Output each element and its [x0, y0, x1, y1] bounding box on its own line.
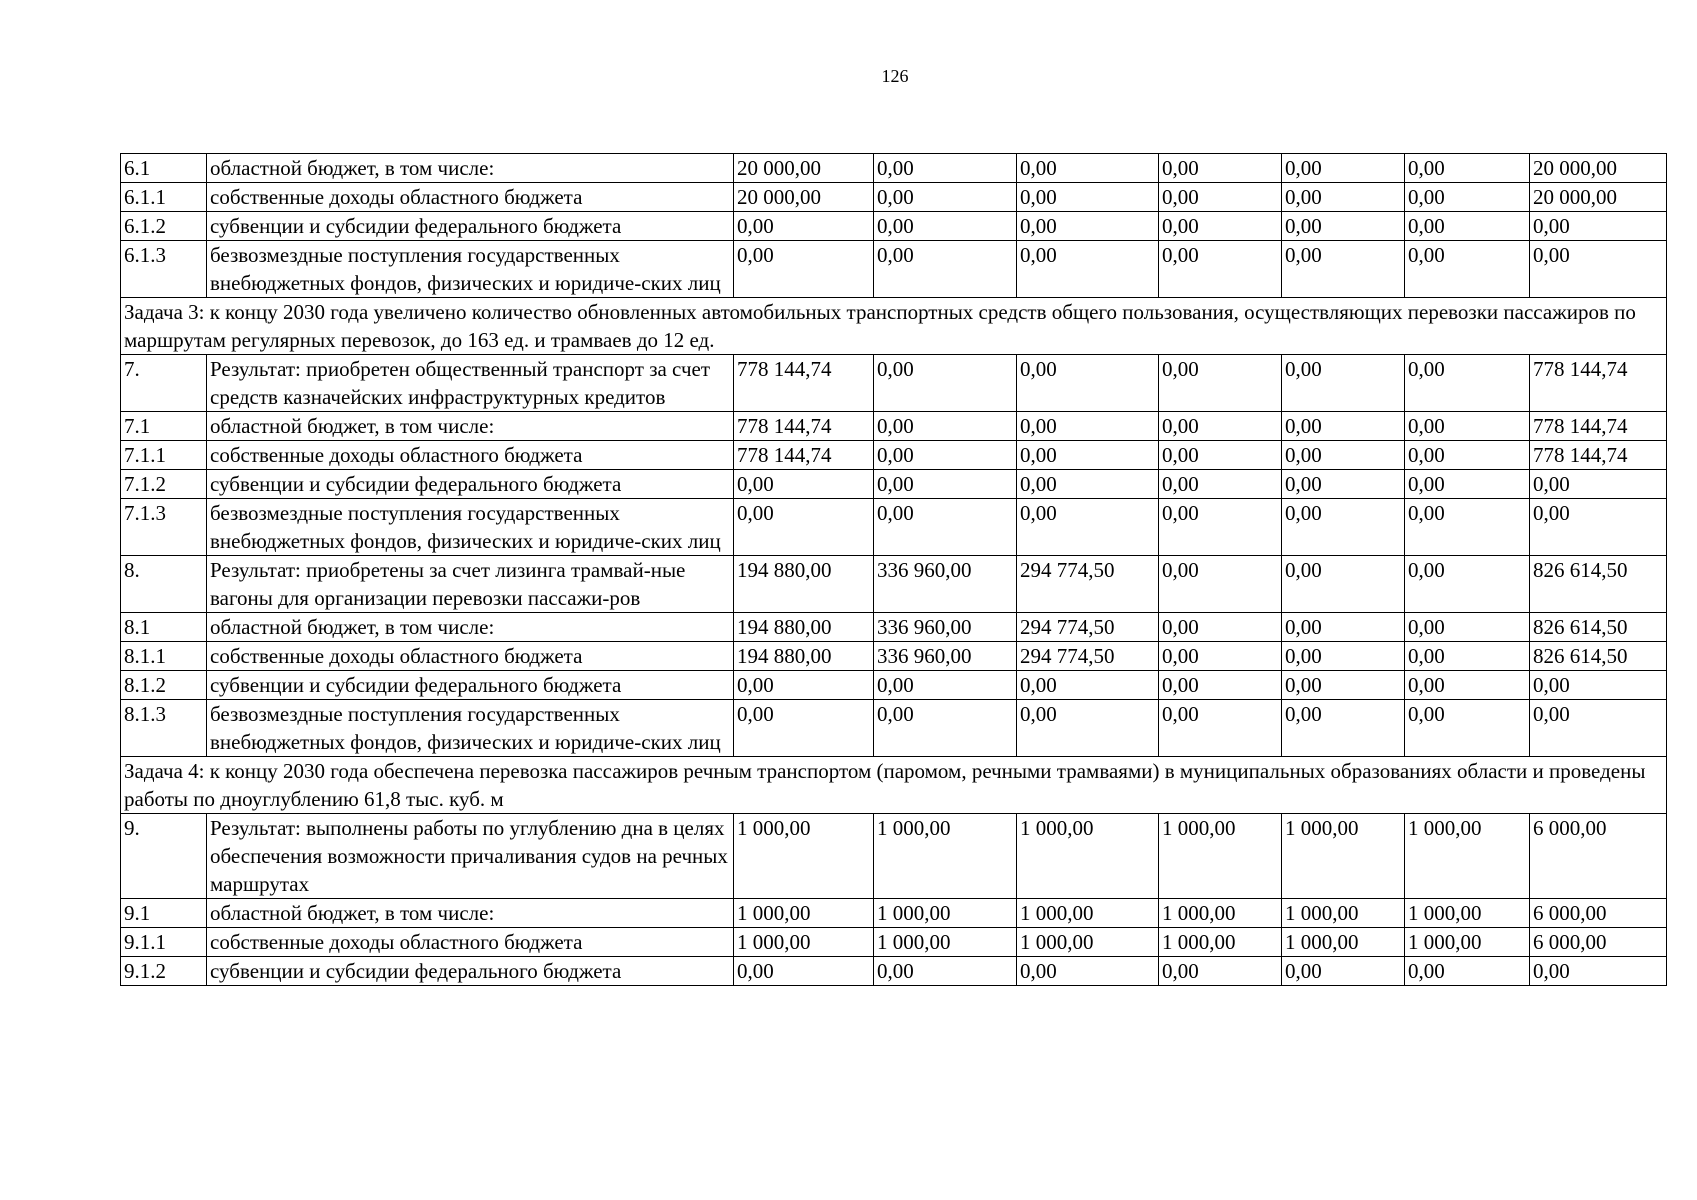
row-description: субвенции и субсидии федерального бюджета: [207, 212, 734, 241]
row-year-value: 0,00: [1405, 957, 1530, 986]
row-year-value: 0,00: [1405, 470, 1530, 499]
row-total-value: 0,00: [1530, 957, 1667, 986]
row-year-value: 0,00: [1159, 212, 1282, 241]
row-year-value: 1 000,00: [874, 899, 1017, 928]
table-row: [121, 499, 1667, 556]
row-description: собственные доходы областного бюджета: [207, 642, 734, 671]
row-number: 8.1: [121, 613, 207, 642]
row-year-value: 0,00: [1159, 642, 1282, 671]
task-text: Задача 3: к концу 2030 года увеличено количество обновленных автомобильных транспортных средств общего пользования, осуществляющих перевозки пассажиров по маршрутам регулярных перевозок, до 163 ед. и трамваев до 12 ед.: [121, 298, 1667, 355]
row-number: 9.: [121, 814, 207, 899]
row-year-value: 1 000,00: [1017, 928, 1159, 957]
row-year-value: 0,00: [1017, 957, 1159, 986]
row-year-value: 0,00: [874, 412, 1017, 441]
row-year-value: 0,00: [734, 700, 874, 757]
row-number: 7.1.1: [121, 441, 207, 470]
row-year-value: 0,00: [1405, 154, 1530, 183]
table-body: [121, 154, 1667, 986]
row-year-value: 0,00: [1159, 154, 1282, 183]
row-year-value: 336 960,00: [874, 642, 1017, 671]
row-total-value: 6 000,00: [1530, 814, 1667, 899]
row-year-value: 0,00: [1282, 212, 1405, 241]
row-year-value: 0,00: [1405, 355, 1530, 412]
row-year-value: 0,00: [874, 957, 1017, 986]
row-number: 8.1.2: [121, 671, 207, 700]
row-year-value: 0,00: [1017, 470, 1159, 499]
row-year-value: 1 000,00: [734, 814, 874, 899]
table-row: [121, 241, 1667, 298]
row-total-value: 20 000,00: [1530, 154, 1667, 183]
row-number: 6.1.2: [121, 212, 207, 241]
row-year-value: 0,00: [1159, 957, 1282, 986]
row-description: областной бюджет, в том числе:: [207, 613, 734, 642]
row-year-value: 20 000,00: [734, 154, 874, 183]
row-year-value: 0,00: [734, 470, 874, 499]
row-year-value: 0,00: [1405, 642, 1530, 671]
row-year-value: 0,00: [874, 212, 1017, 241]
row-description: областной бюджет, в том числе:: [207, 412, 734, 441]
row-year-value: 778 144,74: [734, 412, 874, 441]
row-year-value: 0,00: [1282, 671, 1405, 700]
row-year-value: 0,00: [1159, 355, 1282, 412]
row-year-value: 0,00: [1405, 499, 1530, 556]
row-year-value: 778 144,74: [734, 441, 874, 470]
row-year-value: 1 000,00: [1159, 928, 1282, 957]
row-year-value: 1 000,00: [1282, 814, 1405, 899]
row-year-value: 0,00: [734, 671, 874, 700]
row-year-value: 0,00: [874, 441, 1017, 470]
row-year-value: 0,00: [1159, 613, 1282, 642]
row-description: субвенции и субсидии федерального бюджета: [207, 470, 734, 499]
row-description: Результат: выполнены работы по углублению дна в целях обеспечения возможности причаливания судов на речных маршрутах: [207, 814, 734, 899]
row-year-value: 1 000,00: [1017, 899, 1159, 928]
row-year-value: 0,00: [734, 212, 874, 241]
row-year-value: 0,00: [734, 241, 874, 298]
row-year-value: 0,00: [1017, 212, 1159, 241]
row-total-value: 0,00: [1530, 241, 1667, 298]
row-year-value: 294 774,50: [1017, 556, 1159, 613]
table-row: [121, 556, 1667, 613]
row-year-value: 778 144,74: [734, 355, 874, 412]
row-year-value: 0,00: [1017, 441, 1159, 470]
row-year-value: 0,00: [1017, 671, 1159, 700]
row-number: 9.1.2: [121, 957, 207, 986]
row-year-value: 0,00: [1159, 700, 1282, 757]
row-number: 9.1.1: [121, 928, 207, 957]
row-year-value: 0,00: [1405, 556, 1530, 613]
row-year-value: 0,00: [1282, 642, 1405, 671]
row-description: собственные доходы областного бюджета: [207, 928, 734, 957]
table-row: [121, 470, 1667, 499]
row-year-value: 0,00: [874, 183, 1017, 212]
row-year-value: 0,00: [1159, 556, 1282, 613]
row-year-value: 0,00: [1159, 183, 1282, 212]
row-description: собственные доходы областного бюджета: [207, 183, 734, 212]
row-year-value: 0,00: [1405, 441, 1530, 470]
row-year-value: 294 774,50: [1017, 642, 1159, 671]
task-text: Задача 4: к концу 2030 года обеспечена перевозка пассажиров речным транспортом (паромом, речными трамваями) в муниципальных образованиях области и проведены работы по дноуглублению 61,8 тыс. куб. м: [121, 757, 1667, 814]
row-number: 6.1.1: [121, 183, 207, 212]
row-year-value: 0,00: [1017, 700, 1159, 757]
table-row: [121, 899, 1667, 928]
row-total-value: 826 614,50: [1530, 556, 1667, 613]
row-year-value: 0,00: [1405, 613, 1530, 642]
row-number: 7.1.2: [121, 470, 207, 499]
row-description: безвозмездные поступления государственных внебюджетных фондов, физических и юридиче-ских лиц: [207, 700, 734, 757]
row-total-value: 20 000,00: [1530, 183, 1667, 212]
row-year-value: 1 000,00: [1405, 899, 1530, 928]
page-number: 126: [881, 66, 909, 86]
row-number: 8.: [121, 556, 207, 613]
table-row: [121, 355, 1667, 412]
row-number: 9.1: [121, 899, 207, 928]
row-year-value: 1 000,00: [734, 899, 874, 928]
row-number: 6.1.3: [121, 241, 207, 298]
row-year-value: 1 000,00: [1282, 899, 1405, 928]
row-total-value: 778 144,74: [1530, 355, 1667, 412]
row-total-value: 0,00: [1530, 212, 1667, 241]
row-year-value: 0,00: [1159, 470, 1282, 499]
row-year-value: 0,00: [1282, 441, 1405, 470]
table-row: [121, 613, 1667, 642]
row-year-value: 194 880,00: [734, 613, 874, 642]
row-year-value: 1 000,00: [1159, 899, 1282, 928]
table-row: [121, 154, 1667, 183]
row-year-value: 194 880,00: [734, 642, 874, 671]
row-year-value: 0,00: [1017, 154, 1159, 183]
row-year-value: 194 880,00: [734, 556, 874, 613]
row-year-value: 0,00: [1405, 700, 1530, 757]
row-year-value: 0,00: [1282, 556, 1405, 613]
row-description: субвенции и субсидии федерального бюджета: [207, 957, 734, 986]
row-year-value: 0,00: [1159, 441, 1282, 470]
row-total-value: 0,00: [1530, 671, 1667, 700]
row-year-value: 1 000,00: [874, 814, 1017, 899]
row-year-value: 0,00: [1282, 470, 1405, 499]
table-row: [121, 957, 1667, 986]
row-description: областной бюджет, в том числе:: [207, 899, 734, 928]
row-year-value: 0,00: [1017, 183, 1159, 212]
row-year-value: 336 960,00: [874, 556, 1017, 613]
table-row: [121, 671, 1667, 700]
row-year-value: 0,00: [1405, 412, 1530, 441]
table-row: [121, 700, 1667, 757]
budget-table: [120, 153, 1667, 986]
row-year-value: 0,00: [874, 355, 1017, 412]
row-number: 7.1: [121, 412, 207, 441]
row-total-value: 0,00: [1530, 499, 1667, 556]
row-year-value: 0,00: [874, 154, 1017, 183]
row-year-value: 0,00: [1159, 499, 1282, 556]
row-year-value: 1 000,00: [1282, 928, 1405, 957]
row-description: Результат: приобретены за счет лизинга трамвай-ные вагоны для организации перевозки пассажи-ров: [207, 556, 734, 613]
row-year-value: 0,00: [1159, 671, 1282, 700]
table-row: [121, 412, 1667, 441]
task-row: [121, 298, 1667, 355]
table-row: [121, 928, 1667, 957]
row-total-value: 778 144,74: [1530, 441, 1667, 470]
row-year-value: 0,00: [1405, 212, 1530, 241]
row-year-value: 0,00: [1282, 957, 1405, 986]
row-year-value: 0,00: [1282, 183, 1405, 212]
row-total-value: 0,00: [1530, 700, 1667, 757]
row-total-value: 0,00: [1530, 470, 1667, 499]
row-total-value: 826 614,50: [1530, 642, 1667, 671]
row-year-value: 1 000,00: [1405, 814, 1530, 899]
row-number: 8.1.1: [121, 642, 207, 671]
row-year-value: 0,00: [1282, 613, 1405, 642]
row-total-value: 826 614,50: [1530, 613, 1667, 642]
row-total-value: 6 000,00: [1530, 899, 1667, 928]
row-year-value: 1 000,00: [1159, 814, 1282, 899]
row-year-value: 0,00: [1282, 499, 1405, 556]
row-number: 6.1: [121, 154, 207, 183]
row-number: 8.1.3: [121, 700, 207, 757]
table-row: [121, 814, 1667, 899]
row-year-value: 0,00: [874, 241, 1017, 298]
row-year-value: 0,00: [874, 700, 1017, 757]
table-row: [121, 441, 1667, 470]
row-year-value: 1 000,00: [734, 928, 874, 957]
row-year-value: 0,00: [734, 957, 874, 986]
row-year-value: 0,00: [874, 671, 1017, 700]
row-year-value: 0,00: [1282, 412, 1405, 441]
row-description: субвенции и субсидии федерального бюджета: [207, 671, 734, 700]
row-year-value: 0,00: [1159, 241, 1282, 298]
row-year-value: 0,00: [1017, 241, 1159, 298]
row-year-value: 0,00: [1405, 241, 1530, 298]
row-description: безвозмездные поступления государственных внебюджетных фондов, физических и юридиче-ских лиц: [207, 241, 734, 298]
table-row: [121, 212, 1667, 241]
table-row: [121, 642, 1667, 671]
task-row: [121, 757, 1667, 814]
row-year-value: 0,00: [1282, 355, 1405, 412]
row-year-value: 1 000,00: [1017, 814, 1159, 899]
row-year-value: 0,00: [1405, 671, 1530, 700]
row-year-value: 0,00: [874, 499, 1017, 556]
row-description: Результат: приобретен общественный транспорт за счет средств казначейских инфраструктурных кредитов: [207, 355, 734, 412]
row-year-value: 0,00: [1159, 412, 1282, 441]
row-description: собственные доходы областного бюджета: [207, 441, 734, 470]
row-number: 7.1.3: [121, 499, 207, 556]
row-year-value: 0,00: [1282, 154, 1405, 183]
row-year-value: 0,00: [1282, 241, 1405, 298]
row-year-value: 0,00: [1017, 412, 1159, 441]
row-description: безвозмездные поступления государственных внебюджетных фондов, физических и юридиче-ских лиц: [207, 499, 734, 556]
row-year-value: 20 000,00: [734, 183, 874, 212]
row-year-value: 0,00: [1017, 499, 1159, 556]
table-row: [121, 183, 1667, 212]
row-number: 7.: [121, 355, 207, 412]
row-year-value: 0,00: [1282, 700, 1405, 757]
row-year-value: 1 000,00: [874, 928, 1017, 957]
row-year-value: 1 000,00: [1405, 928, 1530, 957]
row-total-value: 6 000,00: [1530, 928, 1667, 957]
row-year-value: 0,00: [1405, 183, 1530, 212]
row-total-value: 778 144,74: [1530, 412, 1667, 441]
row-year-value: 0,00: [874, 470, 1017, 499]
row-year-value: 0,00: [734, 499, 874, 556]
row-description: областной бюджет, в том числе:: [207, 154, 734, 183]
row-year-value: 294 774,50: [1017, 613, 1159, 642]
row-year-value: 0,00: [1017, 355, 1159, 412]
row-year-value: 336 960,00: [874, 613, 1017, 642]
